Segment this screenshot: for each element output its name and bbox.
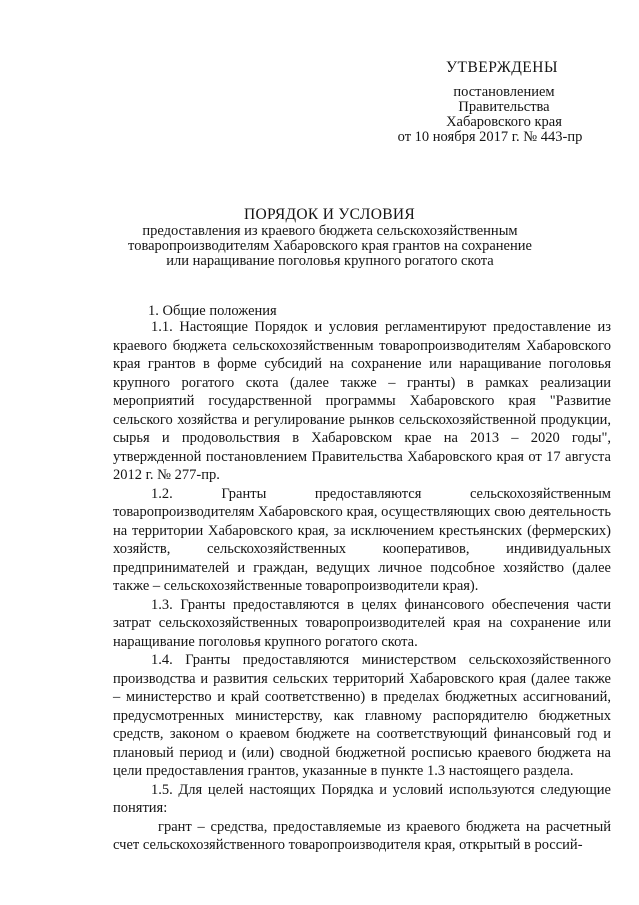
approval-line-1: постановлением [453, 84, 555, 100]
paragraph-1-5: 1.5. Для целей настоящих Порядка и условий используются следующие понятия: [113, 781, 611, 816]
approval-line-3: Хабаровского края [446, 114, 562, 130]
paragraph-1-2: 1.2. Гранты предоставляются сельскохозяйственным товаропроизводителям Хабаровского края, осуществляющих свою деятельность на территории Хабаровского края, за исключением крестьянских (фермерских) хозяйств, сельскохозяйственных кооперативов, индивидуальных предпринимателей и граждан, ведущих личное подсобное хозяйство (далее также – сельскохозяйственные товаропроизводители края). [113, 485, 611, 594]
document-title: ПОРЯДОК И УСЛОВИЯ [243, 206, 416, 223]
section-heading: 1. Общие положения [148, 303, 277, 319]
approval-block [397, 59, 604, 145]
paragraph-1-3: 1.3. Гранты предоставляются в целях финансового обеспечения части затрат сельскохозяйственных товаропроизводителей края на сохранение или наращивание поголовья крупного рогатого скота. [113, 596, 611, 650]
approval-date: от 10 ноября 2017 г. № 443-пр [397, 129, 583, 145]
paragraph-1-1: 1.1. Настоящие Порядок и условия регламентируют предоставление из краевого бюджета сельскохозяйственным товаропроизводителям Хабаровского края грантов в форме субсидий на сохранение или наращивание поголовья крупного рогатого скота (далее также – гранты) в рамках реализации мероприятий государственной программы Хабаровского края "Развитие сельского хозяйства и регулирование рынков сельскохозяйственной продукции, сырья и продовольствия в Хабаровском крае на 2013 – 2020 годы", утвержденной постановлением Правительства Хабаровского края от 17 августа 2012 г. № 277-пр. [113, 319, 611, 483]
approval-line-2: Правительства [458, 99, 550, 115]
document-body [113, 318, 611, 855]
paragraph-grant-definition: грант – средства, предоставляемые из краевого бюджета на расчетный счет сельскохозяйственного товаропроизводителя края, открытый в россий- [113, 818, 611, 853]
paragraph-1-4: 1.4. Гранты предоставляются министерством сельскохозяйственного производства и развития сельских территорий Хабаровского края (далее также – министерство и край соответственно) в пределах бюджетных ассигнований, предусмотренных министерству, как главному распорядителю бюджетных средств, законом о краевом бюджете на соответствующий финансовый год и плановый период и (или) сводной бюджетной росписью краевого бюджета на цели предоставления грантов, указанные в пункте 1.3 настоящего раздела. [113, 652, 611, 779]
document-subtitle: предоставления из краевого бюджета сельскохозяйственным товаропроизводителям Хабаровского края грантов на сохранение или наращивание поголовья крупного рогатого скота [128, 223, 532, 269]
approval-heading: УТВЕРЖДЕНЫ [446, 59, 558, 76]
